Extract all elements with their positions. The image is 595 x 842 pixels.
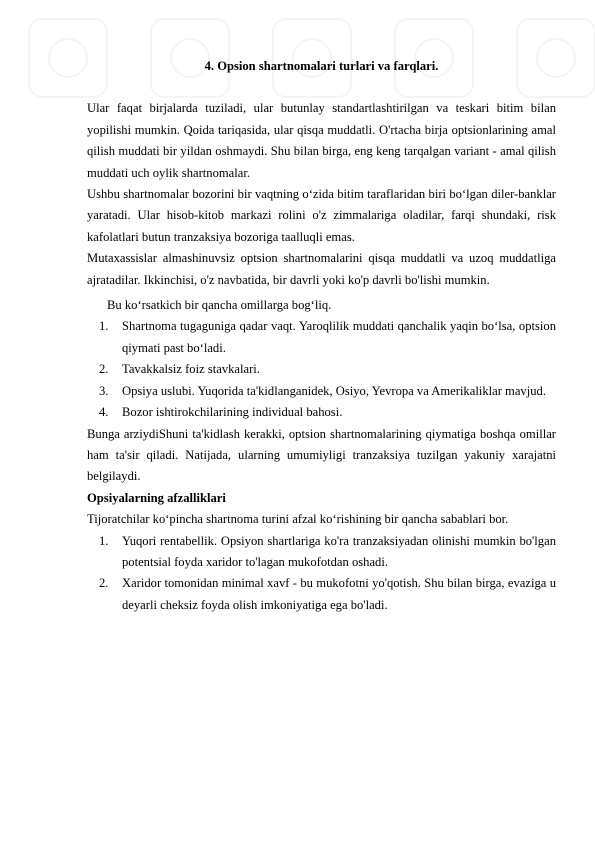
- list-item: [87, 381, 556, 402]
- section-title: 4. Opsion shartnomalari turlari va farqlari.: [204, 59, 439, 73]
- list-item: [87, 531, 556, 574]
- paragraph: Tijoratchilar ko‘pincha shartnoma turini afzal ko‘rishining bir qancha sabablari bor.: [87, 512, 509, 527]
- factors-list: [87, 316, 556, 423]
- list-number: 4.: [99, 405, 109, 420]
- list-item: [87, 402, 556, 423]
- list-item: [87, 359, 556, 380]
- paragraph: Ular faqat birjalarda tuziladi, ular butunlay standartlashtirilgan va teskari bitim bilan yopilishi mumkin. Qoida tariqasida, ular qisqa muddatli. O'rtacha birja optsionlarining amal qilish muddati bir yildan oshmaydi. Shu bilan birga, eng keng tarqalgan variant - amal qilish muddati uch oylik shartnomalar.: [87, 101, 556, 180]
- list-intro: Bu ko‘rsatkich bir qancha omillarga bog‘liq.: [107, 298, 332, 313]
- list-number: 2.: [99, 576, 109, 591]
- list-number: 1.: [99, 319, 109, 334]
- paragraph: Mutaxassislar almashinuvsiz optsion shartnomalarini qisqa muddatli va uzoq muddatliga ajratadilar. Ikkinchisi, o'z navbatida, bir davrli yoki ko'p davrli bo'lishi mumkin.: [87, 251, 556, 287]
- document-body: [87, 56, 556, 616]
- list-item-text: Bozor ishtirokchilarining individual bahosi.: [122, 405, 343, 420]
- list-item-text: Xaridor tomonidan minimal xavf - bu mukofotni yo'qotish. Shu bilan birga, evaziga u deyarli cheksiz foyda olish imkoniyatiga ega bo'ladi.: [122, 576, 556, 612]
- subheading: Opsiyalarning afzalliklari: [87, 490, 226, 505]
- list-item-text: Yuqori rentabellik. Opsiyon shartlariga ko'ra tranzaksiyadan olinishi mumkin bo'lgan potentsial foyda xaridor to'lagan mukofotdan oshadi.: [122, 533, 556, 569]
- list-number: 1.: [99, 533, 109, 548]
- list-item-text: Shartnoma tugaguniga qadar vaqt. Yaroqlilik muddati qanchalik yaqin bo‘lsa, optsion qiymati past bo‘ladi.: [122, 319, 556, 355]
- paragraph: Ushbu shartnomalar bozorini bir vaqtning o‘zida bitim taraflaridan biri bo‘lgan diler-banklar yaratadi. Ular hisob-kitob markazi rolini o'z zimmalariga oladilar, farqi shundaki, risk kafolatlari butun tranzaksiya bozoriga taalluqli emas.: [87, 187, 556, 244]
- paragraph: Bunga arziydiShuni ta'kidlash kerakki, optsion shartnomalarining qiymatiga boshqa omillar ham ta'sir qiladi. Natijada, ularning umumiyligi tranzaksiya tuzilgan yakuniy xarajatni belgilaydi.: [87, 426, 556, 484]
- list-item-text: Tavakkalsiz foiz stavkalari.: [122, 362, 260, 377]
- list-item: [87, 573, 556, 616]
- list-item: [87, 316, 556, 359]
- advantages-list: [87, 531, 556, 617]
- list-number: 2.: [99, 362, 109, 377]
- list-number: 3.: [99, 383, 109, 398]
- list-item-text: Opsiya uslubi. Yuqorida ta'kidlanganidek, Osiyo, Yevropa va Amerikaliklar mavjud.: [122, 383, 546, 398]
